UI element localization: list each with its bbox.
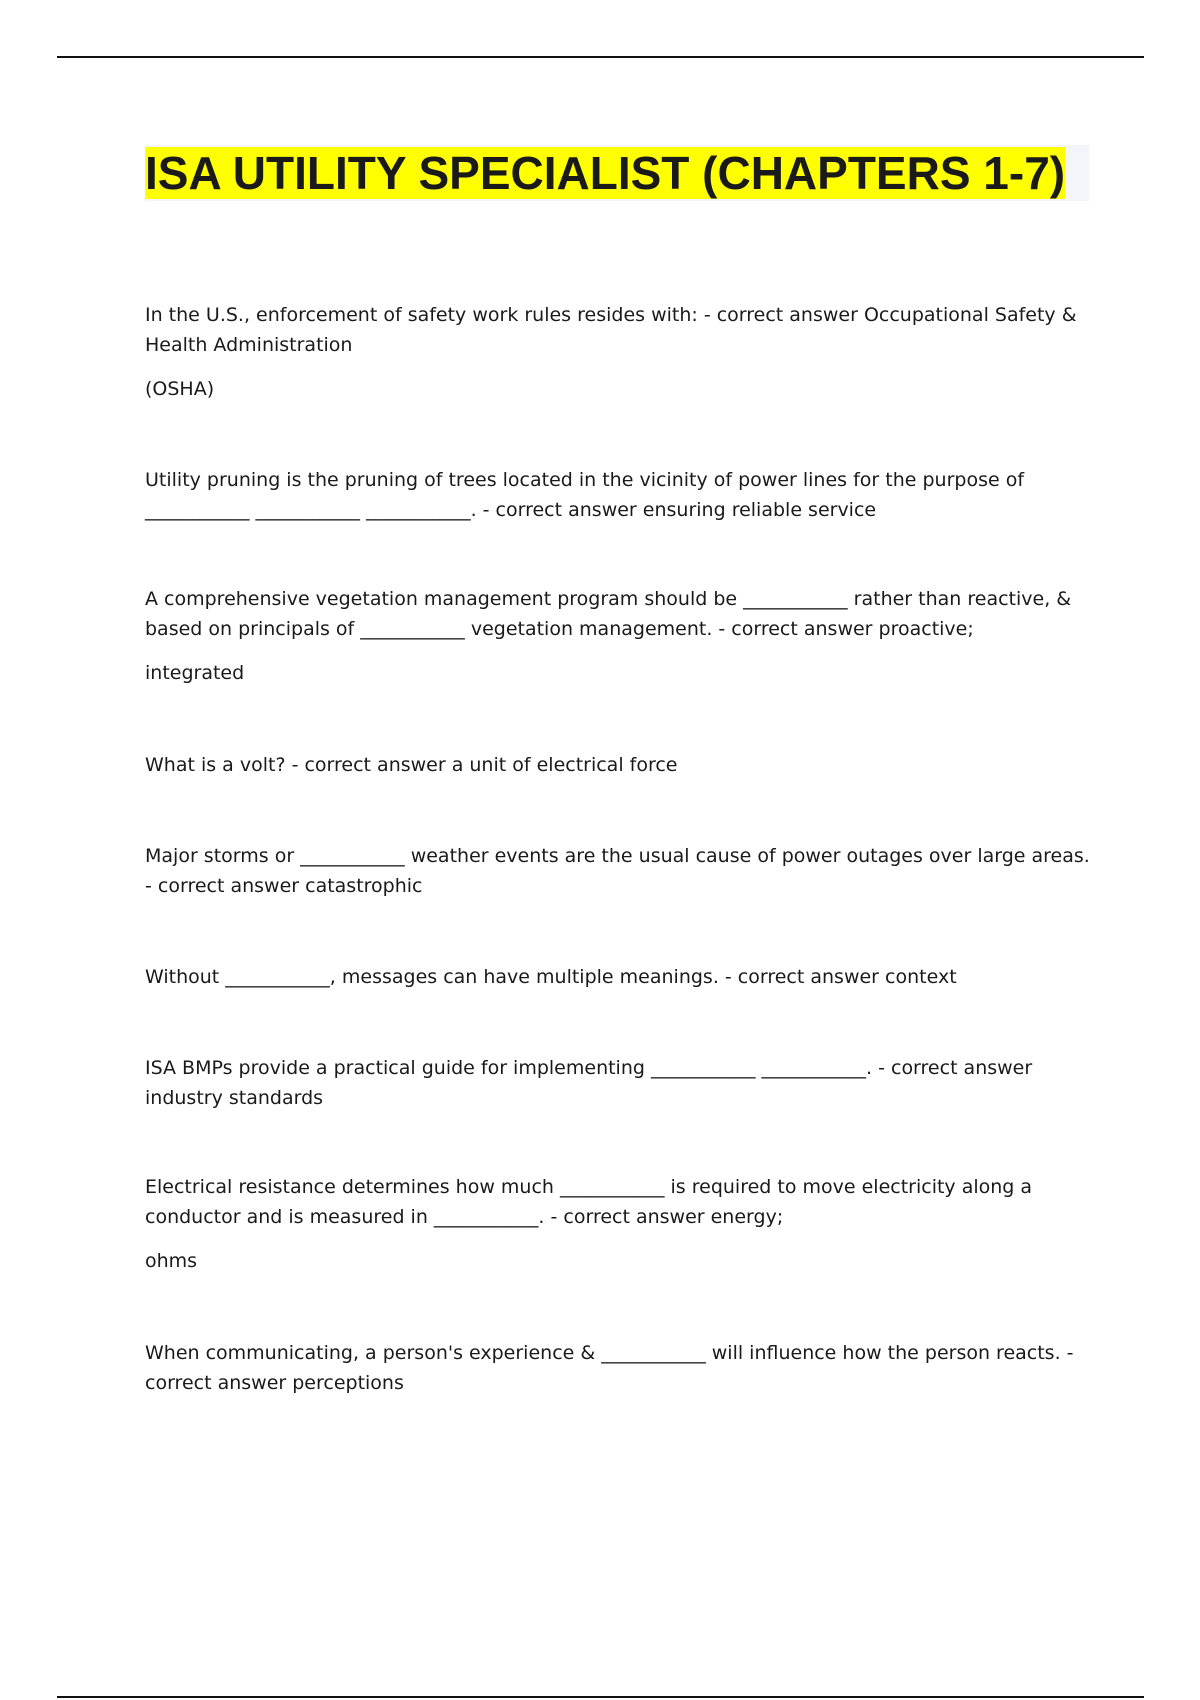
qa-item-5 [145,841,1095,901]
qa-text: Utility pruning is the pruning of trees located in the vicinity of power lines for the purpose of ___________ ___________ ___________. - correct answer ensuring reliable service [145,469,1025,521]
qa-continuation: ohms [145,1250,198,1272]
qa-item-2 [145,465,1095,525]
document-title-text: ISA UTILITY SPECIALIST (CHAPTERS 1-7) [145,147,1066,199]
qa-text: A comprehensive vegetation management program should be ___________ rather than reactive, & based on principals of ___________ vegetation management. - correct answer proactive; [145,588,1072,640]
qa-item-9 [145,1338,1095,1398]
qa-item-1 [145,300,1095,404]
qa-item-3 [145,584,1095,688]
qa-item-8 [145,1172,1095,1276]
qa-item-4 [145,750,1095,780]
top-rule [57,56,1144,58]
qa-text: What is a volt? - correct answer a unit of electrical force [145,754,678,776]
qa-text: ISA BMPs provide a practical guide for implementing ___________ ___________. - correct answer industry standards [145,1057,1033,1109]
qa-text: Major storms or ___________ weather events are the usual cause of power outages over large areas. - correct answer catastrophic [145,845,1090,897]
bottom-rule [57,1696,1144,1698]
qa-text: In the U.S., enforcement of safety work rules resides with: - correct answer Occupational Safety & Health Administration [145,304,1077,356]
title-block [145,145,1089,201]
qa-text: Without ___________, messages can have multiple meanings. - correct answer context [145,966,957,988]
qa-item-6 [145,962,1095,992]
qa-continuation: integrated [145,662,245,684]
qa-item-7 [145,1053,1095,1113]
qa-continuation: (OSHA) [145,378,215,400]
qa-text: When communicating, a person's experience & ___________ will influence how the person reacts. - correct answer perceptions [145,1342,1074,1394]
qa-text: Electrical resistance determines how much ___________ is required to move electricity along a conductor and is measured in ___________. - correct answer energy; [145,1176,1033,1228]
document-title [145,145,1089,201]
